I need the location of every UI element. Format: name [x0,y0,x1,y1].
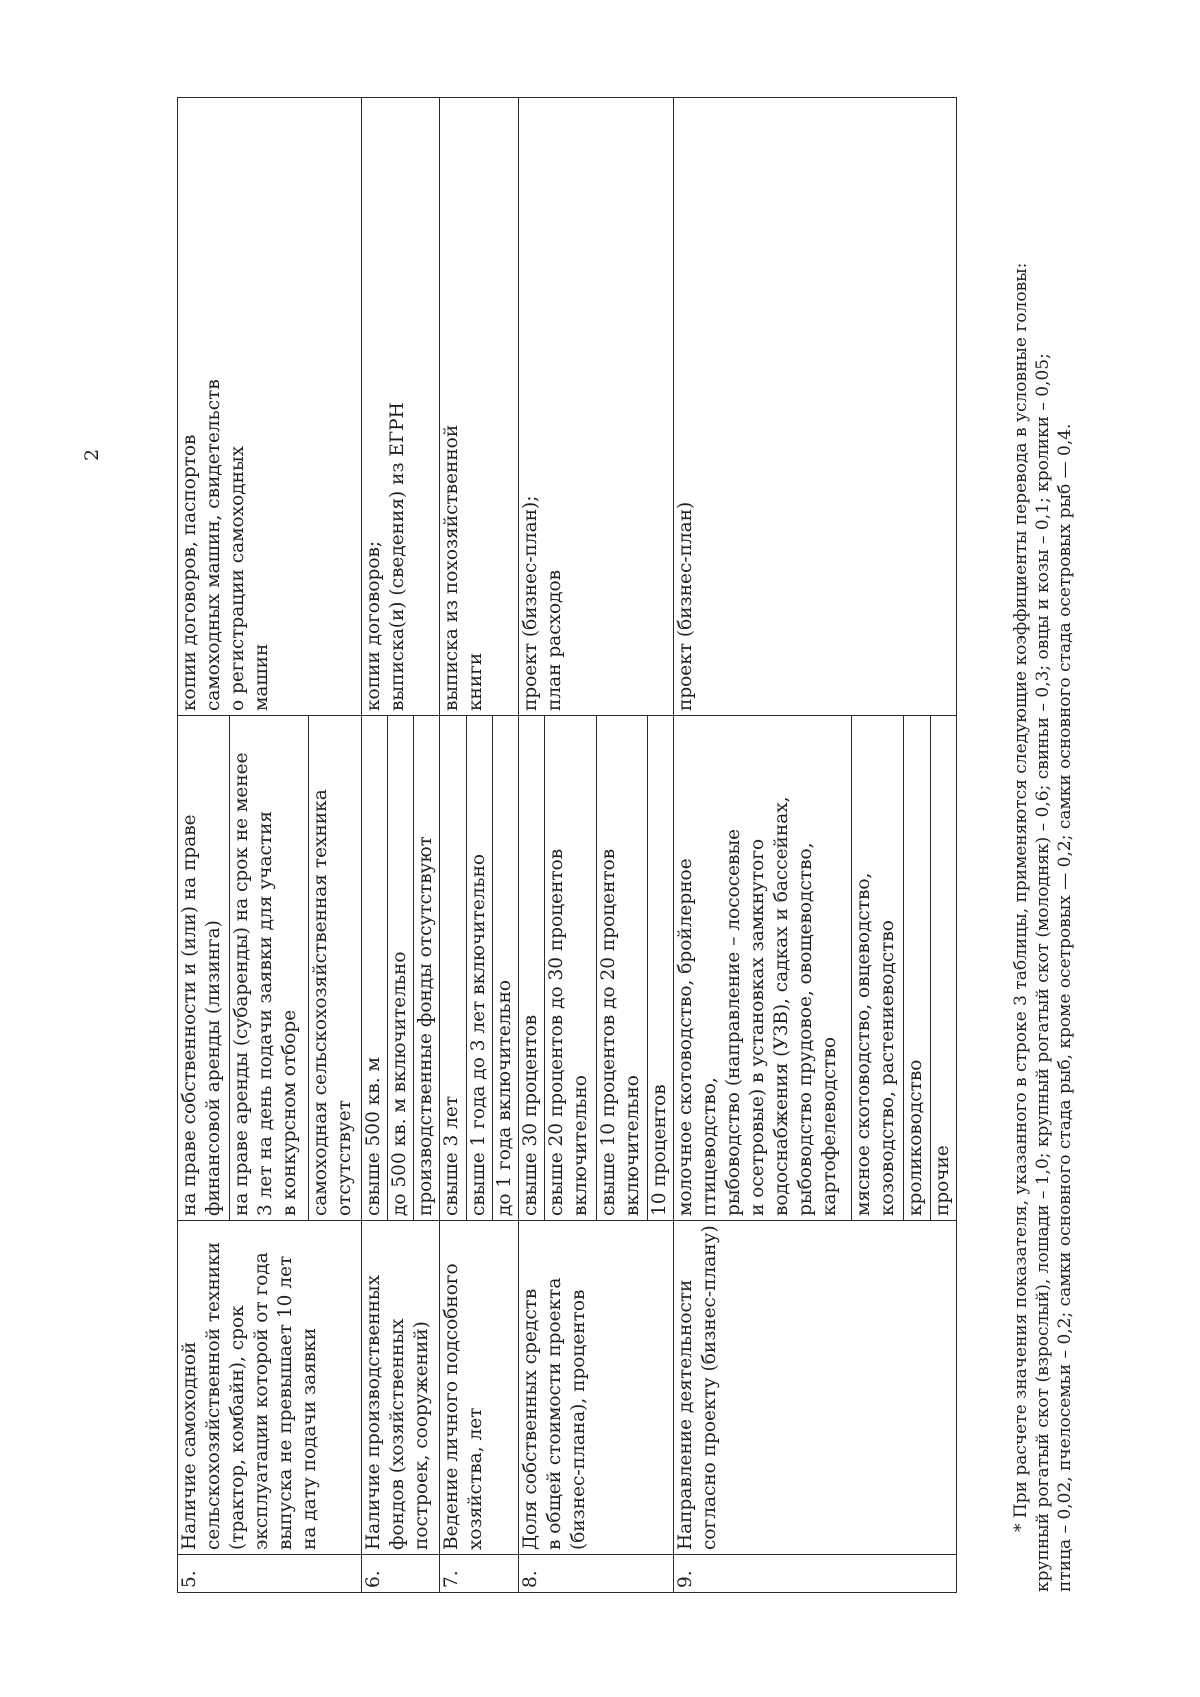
option-cell [596,716,647,1221]
cell-line: Направление деятельности [675,1279,697,1550]
cell-line: сельскохозяйственной техники [203,1242,224,1550]
option-cell [492,716,518,1221]
criterion-cell [440,1221,519,1555]
table-row [178,98,230,1593]
cell-line: на дату подачи заявки [299,1327,320,1550]
cell-line: на праве собственности и (или) на праве [179,814,200,1216]
row-number: 8. [519,1555,674,1593]
footnote-line: * При расчете значения показателя, указанного в строке 3 таблицы, применяются следующие коэффициенты перевода в условные головы: [1011,262,1031,1532]
cell-line: копии договоров; [362,540,384,711]
row-number: 9. [674,1555,957,1593]
cell-line: кролиководство [905,1059,927,1216]
option-cell [674,716,851,1221]
cell-line: самоходных машин, свидетельств [203,379,224,711]
option-cell [387,716,413,1221]
criterion-cell [519,1221,674,1555]
cell-line: построек, сооружений) [410,1321,432,1550]
cell-line: картофелеводство [819,1036,841,1216]
row-number: 7. [440,1555,519,1593]
option-cell [648,716,674,1221]
option-cell [309,716,361,1221]
cell-line: книги [465,652,487,711]
footnote-line: крупный рогатый скот (взрослый), лошади – 1,0; крупный рогатый скот (молодняк) – 0,6; свиньи – 0,3; овцы и козы – 0,1; кролики – 0,05; [1033,353,1053,1592]
criterion-cell [361,1221,440,1555]
cell-line: Наличие самоходной [179,1341,200,1550]
criteria-table-body [178,98,957,1593]
option-cell [545,716,596,1221]
cell-line: свыше 500 кв. м [362,1057,384,1216]
cell-line: молочное скотоводство, бройлерное птицеводство, [675,858,721,1216]
cell-line: проект (бизнес-план) [675,501,697,711]
cell-line: хозяйства, лет [465,1407,487,1550]
cell-line: выписка(и) (сведения) из ЕГРН [386,402,408,711]
cell-line: и осетровые) в установках замкнутого [747,838,769,1216]
criteria-table-container [177,98,957,1593]
table-row [674,98,851,1593]
footnote [1010,122,1130,1592]
option-cell [178,716,230,1221]
criteria-table [177,97,957,1593]
cell-line: (трактор, комбайн), срок [227,1305,248,1550]
cell-line: свыше 3 лет [441,1095,463,1216]
row-number: 6. [361,1555,440,1593]
cell-line: согласно проекту (бизнес-плану) [699,1225,721,1550]
option-cell [230,716,309,1221]
option-cell [904,716,930,1221]
cell-line: эксплуатации которой от года [251,1252,272,1550]
documents-cell [674,98,957,716]
cell-line: выпуска не превышает 10 лет [275,1255,296,1550]
option-cell [361,716,387,1221]
criterion-cell [674,1221,957,1555]
documents-cell [178,98,362,716]
table-row [361,98,387,1593]
documents-cell [519,98,674,716]
cell-line: машин [251,643,272,711]
cell-line: рыбоводство (направление – лососевые [723,828,745,1216]
cell-line: в конкурсном отборе [279,1009,301,1216]
cell-line: водоснабжения (УЗВ), садках и бассейнах, [771,796,793,1216]
cell-line: прочие [931,1145,953,1216]
cell-line: Ведение личного подсобного [441,1263,463,1550]
cell-line: 10 процентов [649,1084,671,1216]
row-number: 5. [178,1555,362,1593]
cell-line: свыше 30 процентов [520,1014,542,1216]
cell-line: производственные фонды отсутствуют [415,836,437,1216]
cell-line: копии договоров, паспортов [179,434,200,711]
cell-line: самоходная сельскохозяйственная техника [310,789,332,1216]
cell-line: козоводство, растениеводство [876,920,898,1216]
cell-line: рыбоводство прудовое, овощеводство, [795,842,817,1216]
cell-line: свыше 1 года до 3 лет включительно [467,853,489,1216]
cell-line: на праве аренды (субаренды) на срок не менее [231,752,253,1216]
cell-line: (бизнес-плана), процентов [568,1289,590,1550]
option-cell [440,716,466,1221]
cell-line: свыше 20 процентов до 30 процентов включительно [546,848,592,1216]
cell-line: Доля собственных средств [520,1288,542,1550]
option-cell [519,716,545,1221]
cell-line: Наличие производственных [362,1274,384,1550]
cell-line: проект (бизнес-план); [520,495,542,711]
cell-line: в общей стоимости проекта [544,1277,566,1550]
table-row [440,98,466,1593]
option-cell [851,716,903,1221]
cell-line: финансовой аренды (лизинга) [203,920,224,1216]
option-cell [414,716,440,1221]
cell-line: фондов (хозяйственных [386,1318,408,1550]
documents-cell [440,98,519,716]
cell-line: до 500 кв. м включительно [388,951,410,1216]
option-cell [466,716,492,1221]
footnote-line: птица – 0,02, пчелосемьи – 0,2; самки основного стада рыб, кроме осетровых — 0,2; самки основного стада осетровых рыб — 0,4. [1055,423,1075,1592]
page-number: 2 [81,448,103,462]
cell-line: до 1 года включительно [493,979,515,1216]
documents-cell [361,98,440,716]
cell-line: о регистрации самоходных [227,445,248,711]
cell-line: мясное скотоводство, овцеводство, [852,872,874,1216]
cell-line: выписка из похозяйственной [441,424,463,711]
option-cell [930,716,956,1221]
cell-line: план расходов [544,569,566,711]
table-row [519,98,545,1593]
criterion-cell [178,1221,362,1555]
cell-line: отсутствует [334,1100,356,1216]
cell-line: свыше 10 процентов до 20 процентов включительно [597,848,643,1216]
cell-line: 3 лет на день подачи заявки для участия [255,810,277,1216]
